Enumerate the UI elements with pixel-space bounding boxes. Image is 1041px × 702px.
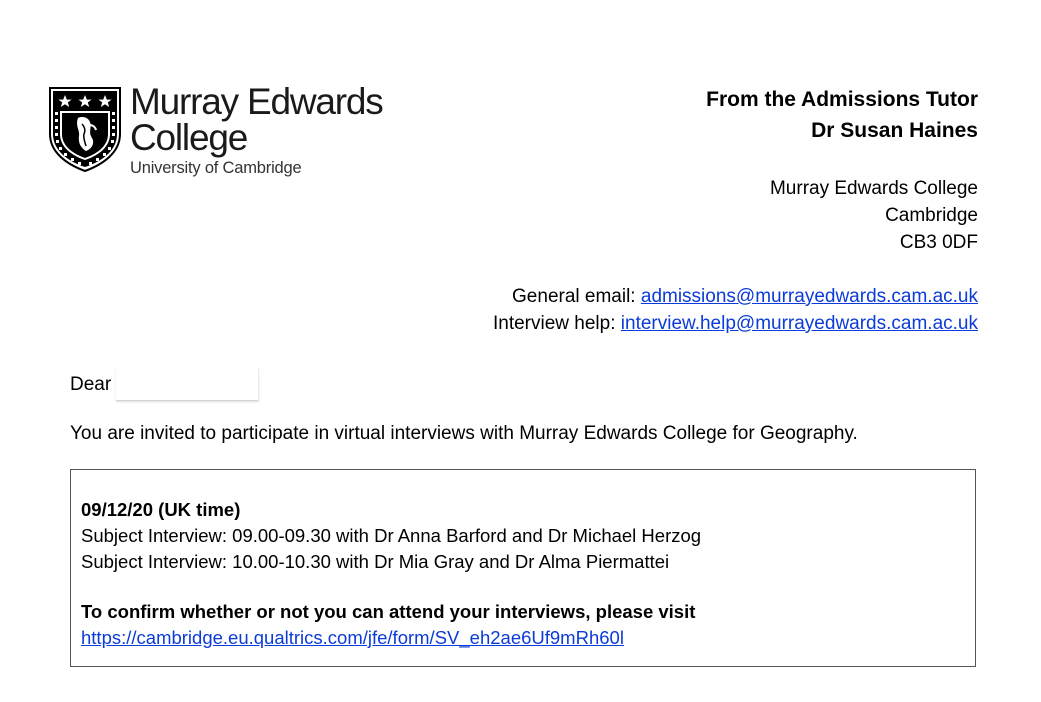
confirm-instruction: To confirm whether or not you can attend your interviews, please visit [81,601,696,622]
interview-date: 09/12/20 (UK time) [81,499,241,520]
college-name-line2: College [130,117,248,158]
salutation [70,368,259,401]
college-address [493,175,978,256]
college-name-line1: Murray Edwards [130,81,383,122]
college-logo [48,81,388,186]
interview-slot: Subject Interview: 10.00-10.30 with Dr Mia Gray and Dr Alma Piermattei [81,551,670,572]
university-name: University of Cambridge [130,159,302,177]
interview-slot: Subject Interview: 09.00-09.30 with Dr Anna Barford and Dr Michael Herzog [81,525,702,546]
general-email-label: General email: [512,286,636,307]
tutor-name: Dr Susan Haines [811,119,978,142]
address-line: Cambridge [885,205,978,226]
confirm-form-link[interactable]: https://cambridge.eu.qualtrics.com/jfe/form/SV_eh2ae6Uf9mRh60l [81,627,624,648]
recipient-name-field [116,368,259,401]
address-line: Murray Edwards College [769,178,978,199]
letter-header [493,84,978,337]
interview-help-row [493,310,978,337]
from-heading: From the Admissions Tutor [706,88,978,111]
interview-schedule-box [70,469,976,667]
address-line: CB3 0DF [899,232,978,253]
interview-help-label: Interview help: [492,313,616,334]
general-email-link[interactable]: admissions@murrayedwards.cam.ac.uk [640,286,978,307]
invitation-text: You are invited to participate in virtual interviews with Murray Edwards College for Geography. [70,423,858,444]
interview-help-email-link[interactable]: interview.help@murrayedwards.cam.ac.uk [620,313,978,334]
salutation-text: Dear [70,373,112,395]
college-crest-icon [48,86,122,172]
college-wordmark [130,81,383,178]
contact-details [493,283,978,337]
general-email-row [493,283,978,310]
